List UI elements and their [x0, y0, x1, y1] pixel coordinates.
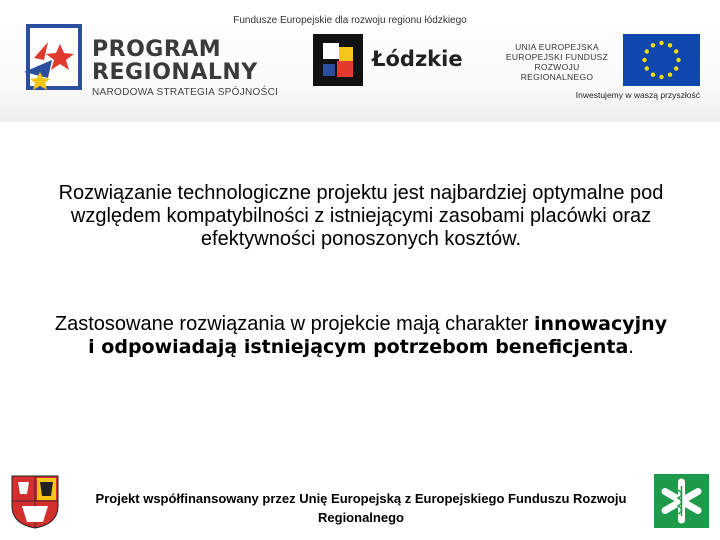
eu-line3: ROZWOJU REGIONALNEGO	[520, 62, 594, 82]
eu-line2: EUROPEJSKI FUNDUSZ	[505, 52, 609, 62]
paragraph-innovation	[50, 313, 672, 359]
program-subtitle: NARODOWA STRATEGIA SPÓJNOŚCI	[92, 87, 279, 98]
lodzkie-logo	[313, 34, 363, 86]
eu-fund-label	[498, 42, 616, 82]
program-title-line1: PROGRAM	[92, 37, 222, 62]
paragraph-innovation-bold: innowacyjny i odpowiadają istniejącym potrzebom beneficjenta	[88, 313, 668, 358]
paragraph-technology: Rozwiązanie technologiczne projektu jest najbardziej optymalne pod względem kompatybilności z istniejącymi zasobami placówki oraz efektywności ponoszonych kosztów.	[58, 182, 664, 250]
paragraph-innovation-plain: Zastosowane rozwiązania w projekcie mają charakter	[54, 313, 529, 335]
county-crest-icon	[10, 474, 60, 529]
eu-flag-icon	[623, 34, 700, 86]
lodzkie-name: Łódzkie	[372, 47, 463, 71]
header-banner	[0, 0, 720, 122]
cofinancing-note: Projekt współfinansowany przez Unię Europejską z Europejskiego Funduszu Rozwoju Regionalnego	[95, 491, 627, 525]
program-title-line2: REGIONALNY	[92, 60, 258, 85]
program-regionalny-wordmark	[92, 38, 278, 98]
program-regionalny-logo	[22, 20, 100, 98]
top-caption: Fundusze Europejskie dla rozwoju regionu łódzkiego	[233, 15, 467, 26]
medical-cross-icon	[654, 474, 709, 528]
paragraph-innovation-end: .	[628, 336, 634, 358]
eu-tagline: Inwestujemy w waszą przyszłość	[575, 90, 700, 100]
eu-line1: UNIA EUROPEJSKA	[515, 42, 599, 52]
